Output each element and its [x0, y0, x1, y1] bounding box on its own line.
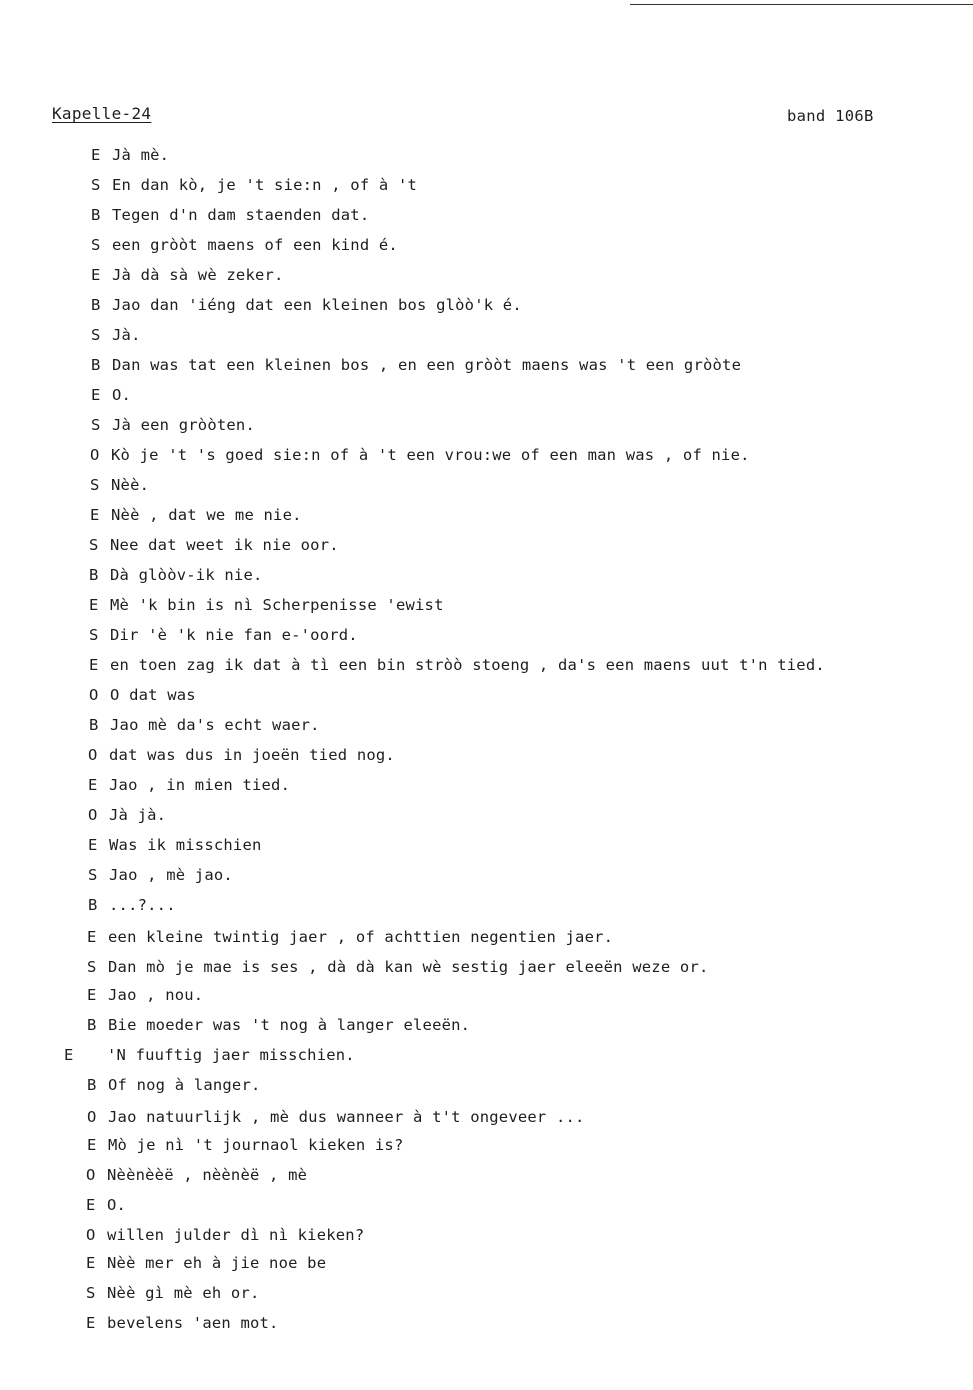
- utterance-text: O dat was: [110, 686, 196, 704]
- transcript-line: [91, 416, 255, 434]
- utterance-text: willen julder dì nì kieken?: [107, 1226, 365, 1244]
- transcript-line: [91, 176, 417, 194]
- transcript-line: [87, 1016, 470, 1034]
- transcript-line: [90, 506, 302, 524]
- speaker-label: S: [91, 236, 101, 254]
- transcript-line: [88, 896, 176, 914]
- utterance-text: O.: [107, 1196, 127, 1214]
- transcript-line: [89, 716, 320, 734]
- utterance-text: Bie moeder was 't nog à langer eleeën.: [108, 1016, 471, 1034]
- transcript-line: [86, 1196, 126, 1214]
- transcript-line: [89, 536, 339, 554]
- speaker-label: E: [89, 596, 99, 614]
- speaker-label: E: [89, 656, 99, 674]
- speaker-label: S: [86, 1284, 96, 1302]
- speaker-label: B: [91, 296, 101, 314]
- speaker-label: E: [87, 928, 97, 946]
- transcript-line: [89, 656, 825, 674]
- speaker-label: E: [86, 1314, 96, 1332]
- utterance-text: Jà een gròòten.: [112, 416, 255, 434]
- transcript-line: [86, 1166, 307, 1184]
- speaker-label: S: [90, 476, 100, 494]
- speaker-label: S: [89, 626, 99, 644]
- utterance-text: Kò je 't 's goed sie:n of à 't een vrou:we of een man was , of nie.: [111, 446, 750, 464]
- transcript-line: [64, 1046, 355, 1064]
- transcript-line: [86, 1284, 260, 1302]
- speaker-label: O: [86, 1166, 96, 1184]
- page-header-tape: band 106B: [787, 107, 874, 125]
- utterance-text: Dan mò je mae is ses , dà dà kan wè sestig jaer eleeën weze or.: [108, 958, 709, 976]
- transcript-line: [86, 1226, 364, 1244]
- utterance-text: Mò je nì 't journaol kieken is?: [108, 1136, 404, 1154]
- transcript-line: [87, 1076, 261, 1094]
- speaker-label: E: [87, 1136, 97, 1154]
- speaker-label: S: [91, 416, 101, 434]
- speaker-label: S: [89, 536, 99, 554]
- transcript-line: [88, 806, 166, 824]
- utterance-text: Nèè , dat we me nie.: [111, 506, 302, 524]
- transcript-line: [88, 866, 233, 884]
- transcript-line: [91, 326, 141, 344]
- utterance-text: Jà.: [112, 326, 141, 344]
- transcript-line: [87, 986, 203, 1004]
- transcript-line: [91, 386, 131, 404]
- utterance-text: Was ik misschien: [109, 836, 262, 854]
- speaker-label: B: [91, 356, 101, 374]
- speaker-label: E: [86, 1254, 96, 1272]
- utterance-text: Nèè gì mè eh or.: [107, 1284, 260, 1302]
- speaker-label: B: [89, 566, 99, 584]
- speaker-label: O: [89, 686, 99, 704]
- utterance-text: bevelens 'aen mot.: [107, 1314, 279, 1332]
- speaker-label: E: [87, 986, 97, 1004]
- speaker-label: O: [88, 806, 98, 824]
- transcript-line: [88, 746, 395, 764]
- transcript-line: [91, 266, 284, 284]
- speaker-label: S: [88, 866, 98, 884]
- speaker-label: B: [87, 1016, 97, 1034]
- speaker-label: E: [91, 146, 101, 164]
- transcript-line: [89, 626, 358, 644]
- utterance-text: Of nog à langer.: [108, 1076, 261, 1094]
- utterance-text: Dan was tat een kleinen bos , en een gròòt maens was 't een gròòte: [112, 356, 742, 374]
- utterance-text: Tegen d'n dam staenden dat.: [112, 206, 370, 224]
- transcript-line: [86, 1254, 326, 1272]
- speaker-label: B: [89, 716, 99, 734]
- speaker-label: S: [91, 176, 101, 194]
- transcript-line: [91, 356, 741, 374]
- speaker-label: B: [88, 896, 98, 914]
- utterance-text: Jao dan 'iéng dat een kleinen bos glòò'k é.: [112, 296, 522, 314]
- speaker-label: S: [91, 326, 101, 344]
- speaker-label: E: [88, 776, 98, 794]
- page-header-title: Kapelle-24: [52, 104, 152, 123]
- utterance-text: een gròòt maens of een kind é.: [112, 236, 398, 254]
- speaker-label: E: [86, 1196, 96, 1214]
- utterance-text: Jao , in mien tied.: [109, 776, 291, 794]
- transcript-line: [91, 146, 169, 164]
- utterance-text: een kleine twintig jaer , of achttien negentien jaer.: [108, 928, 614, 946]
- utterance-text: Jao mè da's echt waer.: [110, 716, 320, 734]
- transcript-line: [91, 206, 369, 224]
- utterance-text: Dir 'è 'k nie fan e-'oord.: [110, 626, 358, 644]
- transcript-line: [86, 1314, 279, 1332]
- speaker-label: O: [88, 746, 98, 764]
- utterance-text: Jao natuurlijk , mè dus wanneer à t't ongeveer ...: [108, 1108, 585, 1126]
- transcript-line: [87, 1136, 404, 1154]
- speaker-label: E: [90, 506, 100, 524]
- utterance-text: en toen zag ik dat à tì een bin stròò stoeng , da's een maens uut t'n tied.: [110, 656, 825, 674]
- transcript-line: [90, 446, 750, 464]
- speaker-label: B: [91, 206, 101, 224]
- transcript-line: [90, 476, 149, 494]
- speaker-label: E: [91, 266, 101, 284]
- speaker-label: B: [87, 1076, 97, 1094]
- transcript-line: [89, 566, 263, 584]
- utterance-text: Nèènèèë , nèènèë , mè: [107, 1166, 308, 1184]
- utterance-text: Jà dà sà wè zeker.: [112, 266, 284, 284]
- transcript-line: [87, 928, 613, 946]
- transcript-line: [89, 596, 444, 614]
- transcript-line: [88, 776, 290, 794]
- transcript-line: [87, 958, 709, 976]
- utterance-text: Nee dat weet ik nie oor.: [110, 536, 339, 554]
- transcript-line: [88, 836, 262, 854]
- speaker-label: S: [87, 958, 97, 976]
- utterance-text: Mè 'k bin is nì Scherpenisse 'ewist: [110, 596, 444, 614]
- transcript-line: [89, 686, 196, 704]
- utterance-text: En dan kò, je 't sie:n , of à 't: [112, 176, 418, 194]
- speaker-label: E: [91, 386, 101, 404]
- utterance-text: Jao , nou.: [108, 986, 204, 1004]
- speaker-label: O: [86, 1226, 96, 1244]
- utterance-text: dat was dus in joeën tied nog.: [109, 746, 395, 764]
- speaker-label: O: [90, 446, 100, 464]
- utterance-text: Jà mè.: [112, 146, 170, 164]
- transcript-line: [91, 236, 398, 254]
- utterance-text: O.: [112, 386, 132, 404]
- utterance-text: Nèè mer eh à jie noe be: [107, 1254, 327, 1272]
- utterance-text: 'N fuuftig jaer misschien.: [107, 1046, 355, 1064]
- utterance-text: Dà glòòv-ik nie.: [110, 566, 263, 584]
- utterance-text: ...?...: [109, 896, 176, 914]
- speaker-label: O: [87, 1108, 97, 1126]
- utterance-text: Jà jà.: [109, 806, 167, 824]
- utterance-text: Jao , mè jao.: [109, 866, 233, 884]
- transcript-line: [87, 1108, 585, 1126]
- transcript-line: [91, 296, 522, 314]
- utterance-text: Nèè.: [111, 476, 150, 494]
- speaker-label: E: [88, 836, 98, 854]
- speaker-label: E: [64, 1046, 74, 1064]
